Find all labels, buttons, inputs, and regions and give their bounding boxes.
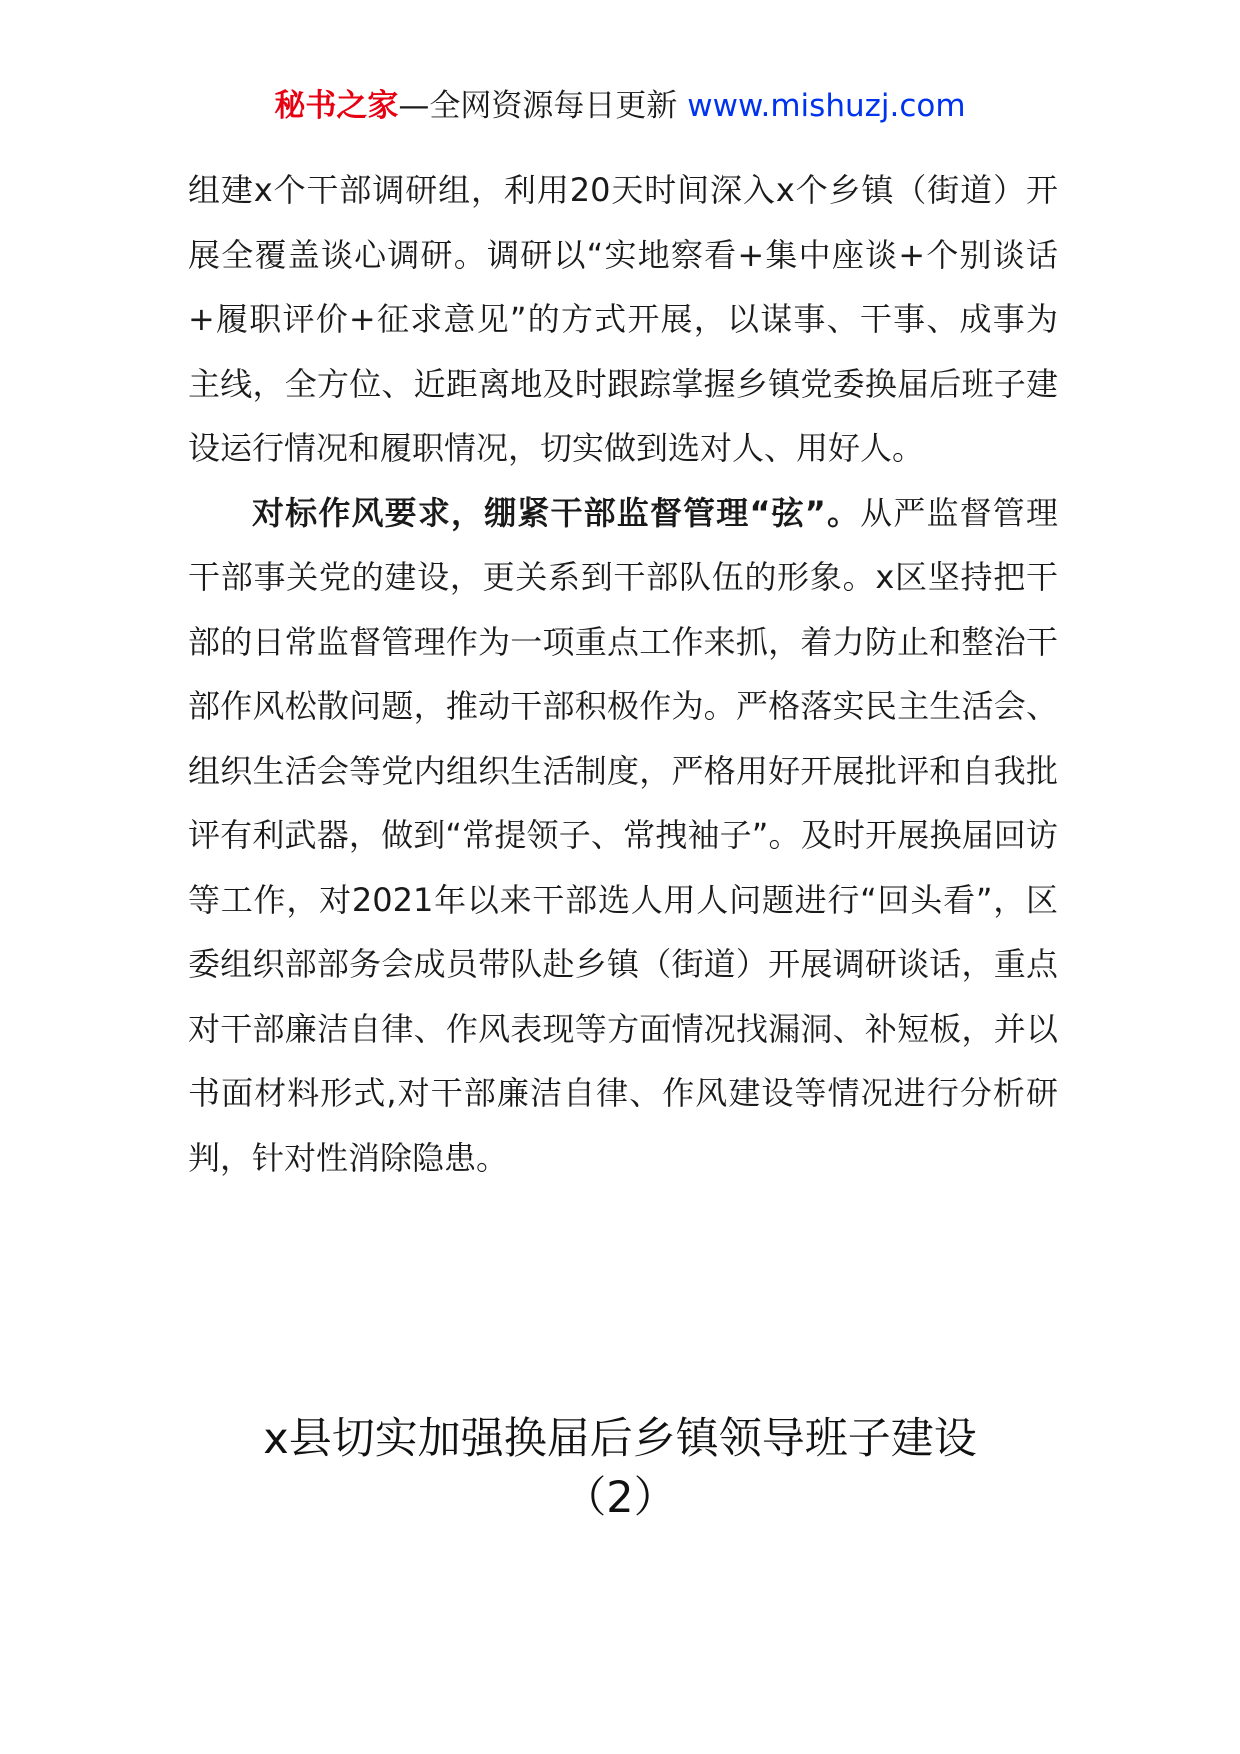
section-title (0, 1410, 1240, 1528)
site-header (0, 86, 1240, 126)
paragraph-2-text: 从严监督管理干部事关党的建设，更关系到干部队伍的形象。x区坚持把干部的日常监督管理作为一项重点工作来抓，着力防止和整治干部作风松散问题，推动干部积极作为。严格落实民主生活会、组织生活会等党内组织生活制度，严格用好开展批评和自我批评有利武器，做到“常提领子、常拽袖子”。及时开展换届回访等工作，对2021年以来干部选人用人问题进行“回头看”，区委组织部部务会成员带队赴乡镇（街道）开展调研谈话，重点对干部廉洁自律、作风表现等方面情况找漏洞、补短板，并以书面材料形式,对干部廉洁自律、作风建设等情况进行分析研判，针对性消除隐患。 (188, 493, 1058, 1177)
header-tagline: —全网资源每日更新 (398, 88, 688, 124)
paragraph-1: 组建x个干部调研组，利用20天时间深入x个乡镇（街道）开展全覆盖谈心调研。调研以“实地察看+集中座谈+个别谈话+履职评价+征求意见”的方式开展，以谋事、干事、成事为主线，全方位、近距离地及时跟踪掌握乡镇党委换届后班子建设运行情况和履职情况，切实做到选对人、用好人。 (188, 171, 1058, 467)
paragraph-2 (188, 481, 1058, 1191)
document-body (188, 158, 1058, 1190)
header-brand: 秘书之家 (274, 88, 399, 124)
paragraph-2-lead: 对标作风要求，绷紧干部监督管理“弦”。 (252, 493, 861, 532)
header-url-link[interactable]: www.mishuzj.com (687, 88, 966, 124)
section-title-line2: （2） (563, 1473, 677, 1523)
section-title-line1: x县切实加强换届后乡镇领导班子建设 (263, 1414, 977, 1464)
